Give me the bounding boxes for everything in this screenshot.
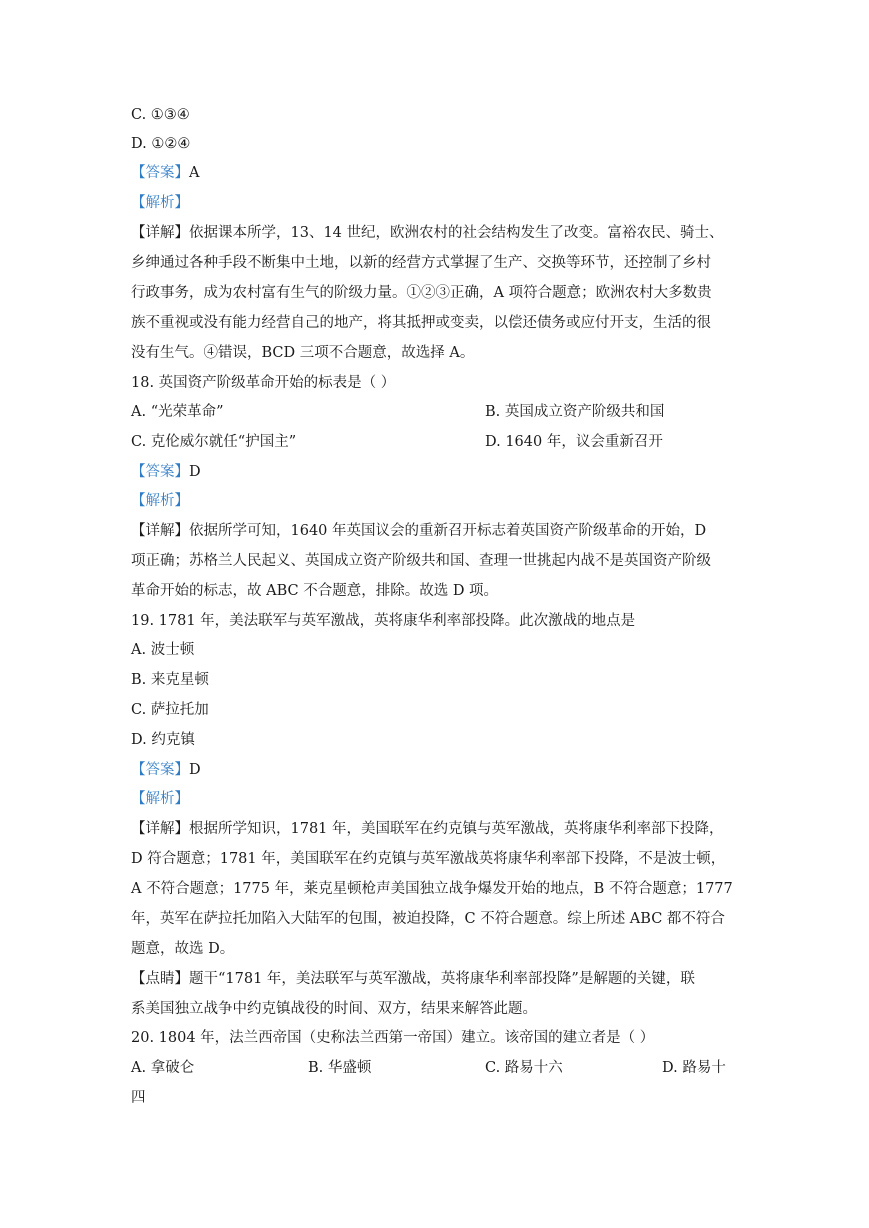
- q19-detail-line-1: [131, 819, 724, 839]
- q17-detail-line-4: 族不重视或没有能力经营自己的地产，将其抵押或变卖，以偿还债务或应付开支，生活的很: [131, 315, 711, 331]
- q18-option-a: A. “光荣革命”: [131, 404, 224, 420]
- q18-analysis-tag: 【解析】: [131, 493, 189, 509]
- q19-note-line-1: [131, 969, 695, 989]
- q20-stem: 20. 1804 年，法兰西帝国（史称法兰西第一帝国）建立。该帝国的建立者是（ ）: [131, 1030, 655, 1046]
- answer-value: A: [189, 165, 200, 181]
- q19-detail-line-5: 题意，故选 D。: [131, 941, 235, 957]
- answer-tag: 【答案】: [131, 464, 189, 480]
- detail-text: 根据所学知识，1781 年，美国联军在约克镇与英军激战，英将康华利率部下投降，: [189, 821, 724, 837]
- q17-detail-line-3: 行政事务，成为农村富有生气的阶级力量。①②③正确，A 项符合题意；欧洲农村大多数贵: [131, 285, 712, 301]
- q19-option-c: C. 萨拉托加: [131, 702, 209, 718]
- q18-option-c: C. 克伦威尔就任“护国主”: [131, 434, 297, 450]
- q19-detail-line-4: 年，英军在萨拉托加陷入大陆军的包围，被迫投降，C 不符合题意。综上所述 ABC 都不符合: [131, 911, 725, 927]
- q19-analysis-tag: 【解析】: [131, 791, 189, 807]
- q17-answer: [131, 163, 199, 183]
- detail-tag: 【详解】: [131, 821, 189, 837]
- detail-text: 依据课本所学，13、14 世纪，欧洲农村的社会结构发生了改变。富裕农民、骑士、: [189, 225, 724, 241]
- detail-text: 依据所学可知，1640 年英国议会的重新召开标志着英国资产阶级革命的开始，D: [189, 523, 707, 539]
- q19-option-b: B. 来克星顿: [131, 672, 209, 688]
- q17-detail-line-1: [131, 223, 724, 243]
- q17-detail-line-2: 乡绅通过各种手段不断集中土地，以新的经营方式掌握了生产、交换等环节，还控制了乡村: [131, 255, 711, 271]
- q19-note-line-2: 系美国独立战争中约克镇战役的时间、双方，结果来解答此题。: [131, 1001, 537, 1017]
- q19-option-a: A. 波士顿: [131, 642, 195, 658]
- q18-detail-line-3: 革命开始的标志，故 ABC 不合题意，排除。故选 D 项。: [131, 583, 499, 599]
- q20-option-d: D. 路易十: [662, 1060, 726, 1076]
- q18-stem: 18. 英国资产阶级革命开始的标表是（ ）: [131, 375, 396, 391]
- q18-answer: [131, 462, 201, 482]
- q17-option-c: C. ①③④: [131, 107, 190, 123]
- q18-option-b: B. 英国成立资产阶级共和国: [485, 404, 665, 420]
- detail-tag: 【详解】: [131, 523, 189, 539]
- q18-option-d: D. 1640 年，议会重新召开: [485, 434, 663, 450]
- q17-detail-line-5: 没有生气。④错误，BCD 三项不合题意，故选择 A。: [131, 345, 475, 361]
- q20-option-c: C. 路易十六: [485, 1060, 563, 1076]
- q20-option-b: B. 华盛顿: [308, 1060, 372, 1076]
- answer-tag: 【答案】: [131, 762, 189, 778]
- q18-detail-line-1: [131, 521, 706, 541]
- q19-answer: [131, 760, 201, 780]
- note-text: 题干“1781 年，美法联军与英军激战，英将康华利率部投降”是解题的关键，联: [189, 971, 695, 987]
- q20-option-d-wrap: 四: [131, 1090, 146, 1106]
- detail-tag: 【详解】: [131, 225, 189, 241]
- answer-value: D: [189, 464, 201, 480]
- q19-detail-line-3: A 不符合题意；1775 年，莱克星顿枪声美国独立战争爆发开始的地点，B 不符合题意；1777: [131, 881, 733, 897]
- q17-analysis-tag: 【解析】: [131, 195, 189, 211]
- q17-option-d: D. ①②④: [131, 136, 191, 152]
- answer-value: D: [189, 762, 201, 778]
- q18-detail-line-2: 项正确；苏格兰人民起义、英国成立资产阶级共和国、查理一世挑起内战不是英国资产阶级: [131, 553, 711, 569]
- q19-option-d: D. 约克镇: [131, 732, 195, 748]
- note-tag: 【点睛】: [131, 971, 189, 987]
- q19-stem: 19. 1781 年，美法联军与英军激战，英将康华利率部投降。此次激战的地点是: [131, 613, 636, 629]
- answer-tag: 【答案】: [131, 165, 189, 181]
- q20-option-a: A. 拿破仑: [131, 1060, 195, 1076]
- q19-detail-line-2: D 符合题意；1781 年，美国联军在约克镇与英军激战英将康华利率部下投降，不是波士顿，: [131, 851, 726, 867]
